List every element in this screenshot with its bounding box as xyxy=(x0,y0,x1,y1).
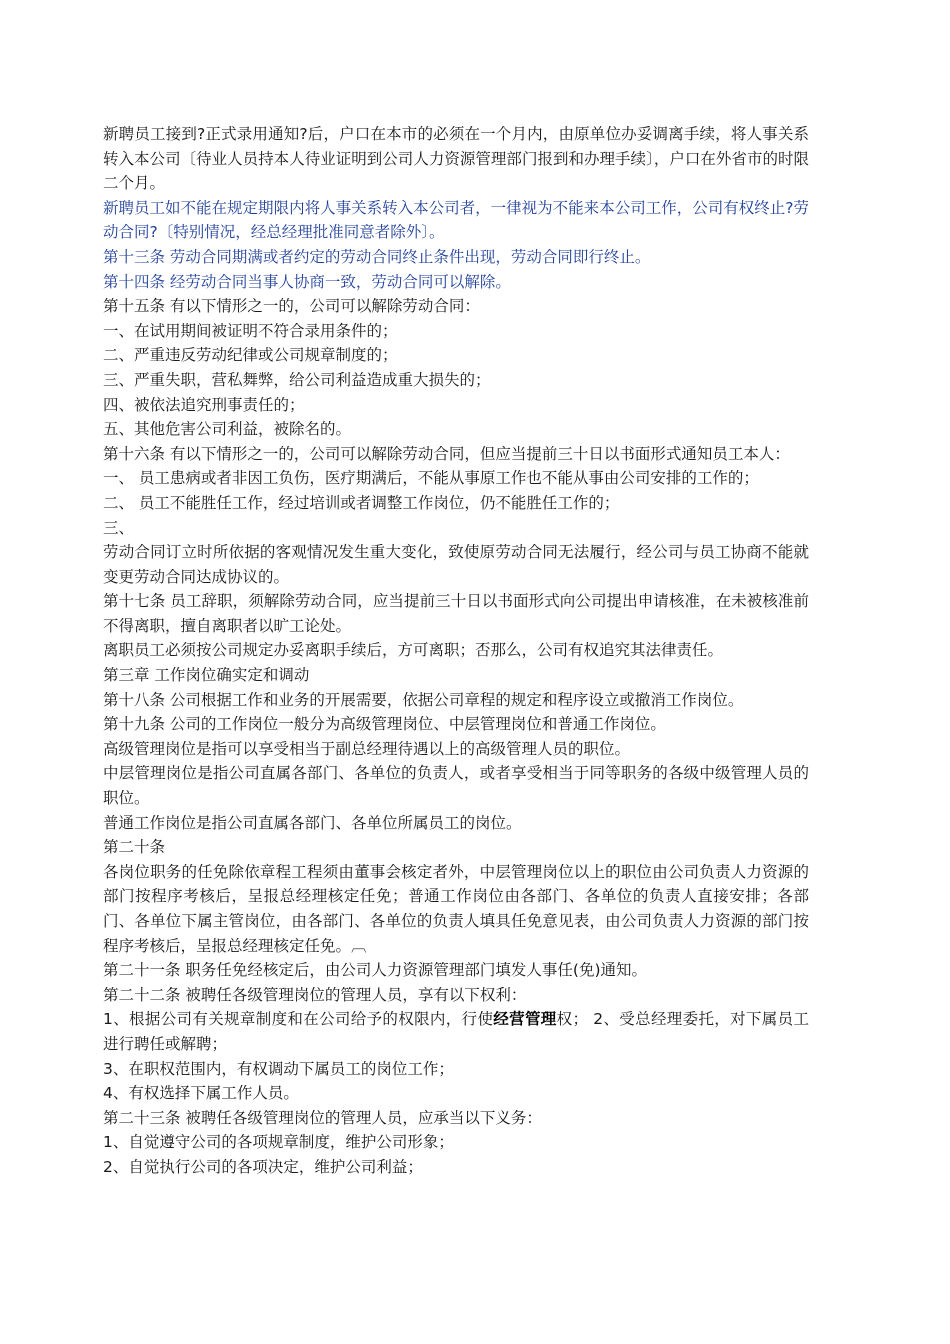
article-23-item-2: 2、自觉执行公司的各项决定，维护公司利益； xyxy=(103,1157,423,1176)
article-20-text xyxy=(103,860,809,958)
article-23-item-1: 1、自觉遵守公司的各项规章制度，维护公司形象； xyxy=(103,1133,454,1152)
article-19: 第十九条 公司的工作岗位一般分为高级管理岗位、中层管理岗位和普通工作岗位。 xyxy=(103,715,666,734)
article-20-label: 第二十条 xyxy=(103,838,166,857)
article-22-item-1-start: 1、根据公司有关规章制度和在公司给予的权限内，行使 xyxy=(103,1010,494,1029)
article-15-item-3: 三、严重失职，营私舞弊，给公司利益造成重大损失的； xyxy=(103,370,491,389)
article-16-item-1: 一、 员工患病或者非因工负伤，医疗期满后，不能从事原工作也不能从事由公司安排的工作的； xyxy=(103,469,759,488)
article-16-item-3-label: 三、 xyxy=(103,518,135,537)
document-body xyxy=(103,122,809,1180)
article-18: 第十八条 公司根据工作和业务的开展需要，依据公司章程的规定和程序设立或撤消工作岗位。 xyxy=(103,690,744,709)
paragraph-senior-positions: 高级管理岗位是指可以享受相当于副总经理待遇以上的高级管理人员的职位。 xyxy=(103,739,631,758)
article-22-items-1-2 xyxy=(103,1007,809,1056)
article-22: 第二十二条 被聘任各级管理岗位的管理人员，享有以下权利： xyxy=(103,985,527,1004)
paragraph-transfer-deadline: 新聘员工如不能在规定期限内将人事关系转入本公司者，一律视为不能来本公司工作，公司有权终止?劳动合同?〔特别情况，经总经理批准同意者除外〕。 xyxy=(103,198,809,242)
article-17: 第十七条 员工辞职，须解除劳动合同，应当提前三十日以书面形式向公司提出申请核准，在未被核准前不得离职，擅自离职者以旷工论处。 xyxy=(103,592,809,635)
article-15: 第十五条 有以下情形之一的，公司可以解除劳动合同： xyxy=(103,297,480,316)
article-15-item-4: 四、被依法追究刑事责任的； xyxy=(103,395,305,414)
paragraph-resignation-procedure: 离职员工必须按公司规定办妥离职手续后，方可离职；否那么，公司有权追究其法律责任。 xyxy=(103,641,724,660)
article-16-item-3-text: 劳动合同订立时所依据的客观情况发生重大变化，致使原劳动合同无法履行，经公司与员工协商不能就变更劳动合同达成协议的。 xyxy=(103,543,809,586)
paragraph-middle-positions: 中层管理岗位是指公司直属各部门、各单位的负责人，或者享受相当于同等职务的各级中级管理人员的职位。 xyxy=(103,764,809,808)
article-22-item-1-end: 权； 2、受总经理委托，对下属员工进行聘任或解聘； xyxy=(103,1010,809,1053)
chapter-3-heading: 第三章 工作岗位确实定和调动 xyxy=(103,666,310,685)
article-20-body: 各岗位职务的任免除依章程工程须由董事会核定者外，中层管理岗位以上的职位由公司负责人力资源的部门按程序考核后，呈报总经理核定任免；普通工作岗位由各部门、各单位的负责人直接安排；各部门、各单位下属主管岗位，由各部门、各单位的负责人填具任免意见表，由公司负责人力资源的部门按程序考核后，呈报总经理核定任免。 xyxy=(103,862,809,955)
article-15-item-5: 五、其他危害公司利益，被除名的。 xyxy=(103,420,352,439)
bracket-mark-icon: ︹ xyxy=(351,936,367,955)
article-23: 第二十三条 被聘任各级管理岗位的管理人员，应承当以下义务： xyxy=(103,1108,542,1127)
article-22-item-4: 4、有权选择下属工作人员。 xyxy=(103,1084,299,1103)
article-22-item-3: 3、在职权范围内，有权调动下属员工的岗位工作； xyxy=(103,1059,454,1078)
article-16-item-2: 二、 员工不能胜任工作，经过培训或者调整工作岗位，仍不能胜任工作的； xyxy=(103,493,620,512)
paragraph-new-hire-transfer: 新聘员工接到?正式录用通知?后，户口在本市的必须在一个月内，由原单位办妥调离手续，将人事关系转入本公司〔待业人员持本人待业证明到公司人力资源管理部门报到和办理手续〕，户口在外省市的时限二个月。 xyxy=(103,125,809,193)
paragraph-regular-positions: 普通工作岗位是指公司直属各部门、各单位所属员工的岗位。 xyxy=(103,813,522,832)
article-15-item-1: 一、在试用期间被证明不符合录用条件的； xyxy=(103,321,398,340)
article-15-item-2: 二、严重违反劳动纪律或公司规章制度的； xyxy=(103,346,398,365)
bold-term-management: 经营管理 xyxy=(493,1010,557,1029)
article-14: 第十四条 经劳动合同当事人协商一致，劳动合同可以解除。 xyxy=(103,272,511,291)
article-21: 第二十一条 职务任免经核定后，由公司人力资源管理部门填发人事任(免)通知。 xyxy=(103,961,648,980)
article-13: 第十三条 劳动合同期满或者约定的劳动合同终止条件出现，劳动合同即行终止。 xyxy=(103,247,651,266)
article-16: 第十六条 有以下情形之一的，公司可以解除劳动合同，但应当提前三十日以书面形式通知员工本人： xyxy=(103,444,790,463)
